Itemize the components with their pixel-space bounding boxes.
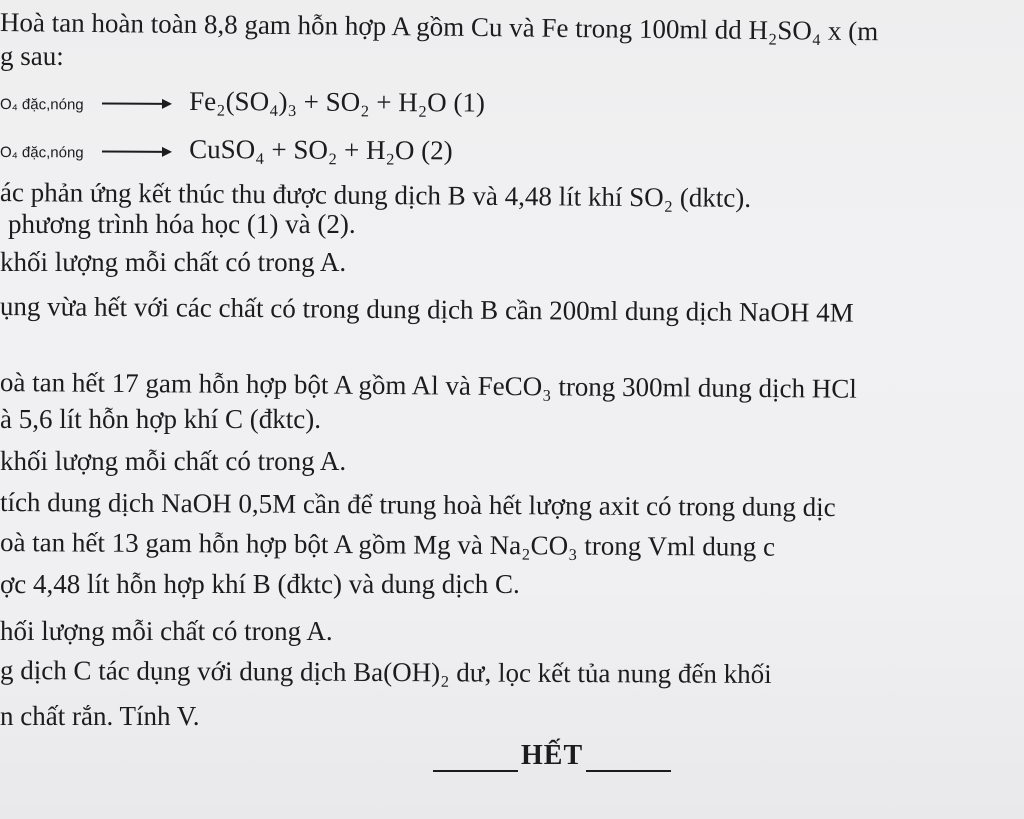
- end-text: HẾT: [521, 740, 584, 771]
- right-rule: [586, 742, 671, 772]
- text-line-7: ác phản ứng kết thúc thu được dung dịch B và 4,48 lít khí SO₂ (dktc).: [0, 177, 752, 213]
- text-line-1: Hoà tan hoàn toàn 8,8 gam hỗn hợp A gồm Cu và Fe trong 100ml dd H₂SO₄ x (m: [0, 7, 879, 47]
- reaction-line-2: [0, 132, 453, 171]
- reaction-1-products: Fe₂(SO₄)₃ + SO₂ + H₂O (1): [189, 85, 486, 118]
- end-marker: [430, 740, 674, 772]
- text-line-2: g sau:: [0, 41, 64, 71]
- reaction-line-1: [0, 84, 485, 124]
- text-line-9: khối lượng mỗi chất có trong A.: [0, 247, 347, 277]
- text-line-14: tích dung dịch NaOH 0,5M cần để trung hoà hết lượng axit có trong dung dịc: [0, 487, 836, 523]
- reaction-arrow-icon: [102, 96, 172, 110]
- text-line-18: g dịch C tác dụng với dung dịch Ba(OH)₂ dư, lọc kết tủa nung đến khối: [0, 655, 772, 690]
- reaction-2-reagent-label: O₄ đặc,nóng: [0, 144, 84, 162]
- reaction-arrow-icon: [102, 144, 172, 158]
- text-line-17: hối lượng mỗi chất có trong A.: [0, 616, 333, 646]
- text-line-19: n chất rắn. Tính V.: [0, 701, 200, 731]
- text-line-8: phương trình hóa học (1) và (2).: [8, 209, 356, 239]
- text-line-10: ụng vừa hết với các chất có trong dung dịch B cần 200ml dung dịch NaOH 4M: [0, 291, 854, 328]
- reaction-2-products: CuSO₄ + SO₂ + H₂O (2): [189, 133, 453, 166]
- text-line-16: ợc 4,48 lít hỗn hợp khí B (đktc) và dung dịch C.: [0, 569, 520, 599]
- text-line-11: oà tan hết 17 gam hỗn hợp bột A gồm Al và FeCO₃ trong 300ml dung dịch HCl: [0, 367, 857, 404]
- left-rule: [433, 742, 518, 772]
- text-line-15: oà tan hết 13 gam hỗn hợp bột A gồm Mg và Na₂CO₃ trong Vml dung c: [0, 527, 776, 562]
- text-line-13: khối lượng mỗi chất có trong A.: [0, 446, 347, 476]
- reaction-1-reagent-label: O₄ đặc,nóng: [0, 96, 84, 114]
- text-line-12: à 5,6 lít hỗn hợp khí C (đktc).: [0, 404, 321, 434]
